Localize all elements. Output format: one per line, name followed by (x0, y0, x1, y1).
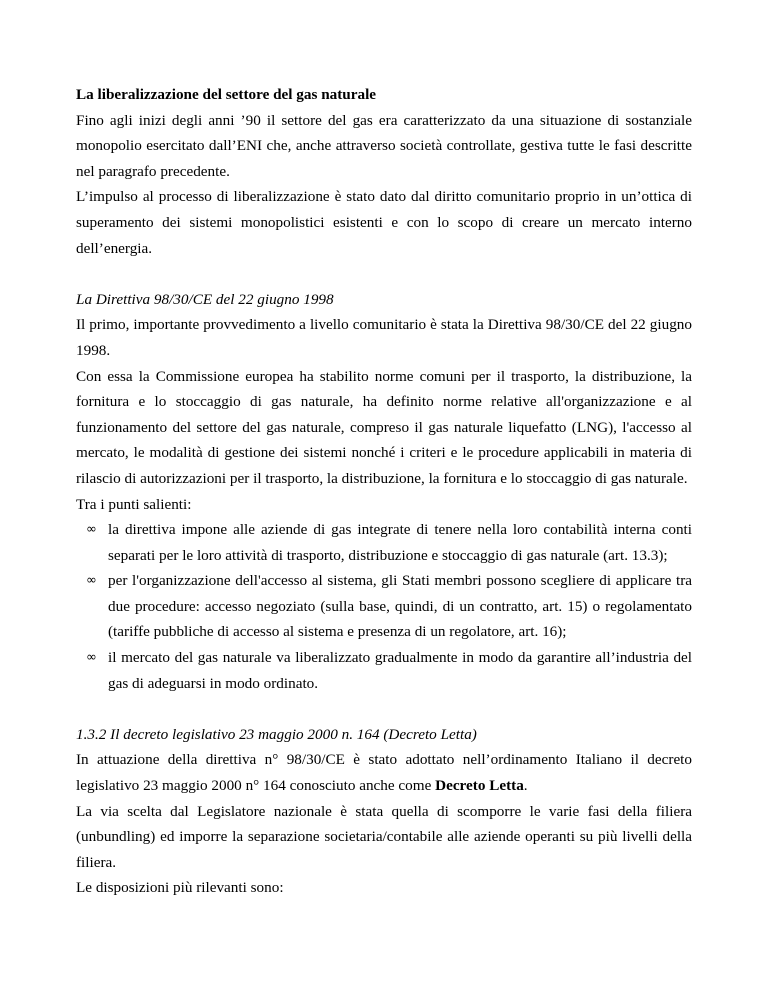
paragraph (76, 747, 692, 798)
infinity-bullet-icon: ∞ (86, 522, 97, 538)
list-item-text: la direttiva impone alle aziende di gas integrate di tenere nella loro contabilità interna conti separati per le loro attività di trasporto, distribuzione e stoccaggio di gas naturale (art. 13.3); (108, 521, 692, 564)
paragraph-end: . (523, 777, 528, 795)
list-item-text: per l'organizzazione dell'accesso al sistema, gli Stati membri possono scegliere di applicare tra due procedure: accesso negoziato (sulla base, quindi, di un contratto, art. 15) o regolamentato (tariffe pubbliche di accesso al sistema e presenza di un regolatore, art. 16); (108, 572, 692, 641)
spacer (76, 261, 692, 287)
paragraph: Fino agli inizi degli anni ’90 il settore del gas era caratterizzato da una situazione di sostanziale monopolio esercitato dall’ENI che, anche attraverso società controllate, gestiva tutte le fasi descritte nel paragrafo precedente. (76, 111, 692, 180)
paragraph: Le disposizioni più rilevanti sono: (76, 879, 284, 897)
spacer (76, 696, 692, 722)
list-intro: Tra i punti salienti: (76, 495, 192, 513)
paragraph: La via scelta dal Legislatore nazionale è stata quella di scomporre le varie fasi della filiera (unbundling) ed imporre la separazione societaria/contabile alle aziende operanti su più livelli della filiera. (76, 802, 692, 871)
document-page (76, 82, 692, 901)
list-item (76, 645, 692, 696)
section-heading-direttiva: La Direttiva 98/30/CE del 22 giugno 1998 (76, 290, 334, 308)
paragraph: Con essa la Commissione europea ha stabilito norme comuni per il trasporto, la distribuzione, la fornitura e lo stoccaggio di gas naturale, ha definito norme relative all'organizzazione e al funzionamento del settore del gas naturale, compreso il gas naturale liquefatto (LNG), l'accesso al mercato, le modalità di gestione dei sistemi nonché i criteri e le procedure applicabili in materia di rilascio di autorizzazioni per il trasporto, la distribuzione, la fornitura e lo stoccaggio di gas naturale. (76, 367, 692, 487)
bullet-list (76, 517, 692, 696)
infinity-bullet-icon: ∞ (86, 573, 97, 589)
list-item (76, 517, 692, 568)
paragraph: Il primo, importante provvedimento a livello comunitario è stata la Direttiva 98/30/CE del 22 giugno 1998. (76, 316, 692, 359)
list-item-text: il mercato del gas naturale va liberalizzato gradualmente in modo da garantire all’industria del gas di adeguarsi in modo ordinato. (108, 649, 692, 692)
infinity-bullet-icon: ∞ (86, 650, 97, 666)
paragraph: L’impulso al processo di liberalizzazione è stato dato dal diritto comunitario proprio in un’ottica di superamento dei sistemi monopolistici esistenti e con lo scopo di creare un mercato interno dell’energia. (76, 188, 692, 257)
paragraph-text: In attuazione della direttiva n° 98/30/CE è stato adottato nell’ordinamento Italiano il decreto legislativo 23 maggio 2000 n° 164 conosciuto anche come (76, 751, 692, 795)
section-heading-decreto-letta: 1.3.2 Il decreto legislativo 23 maggio 2000 n. 164 (Decreto Letta) (76, 725, 477, 743)
section-heading-liberalizzazione: La liberalizzazione del settore del gas naturale (76, 86, 377, 103)
decreto-letta-bold: Decreto Letta (435, 777, 524, 795)
list-item (76, 568, 692, 645)
